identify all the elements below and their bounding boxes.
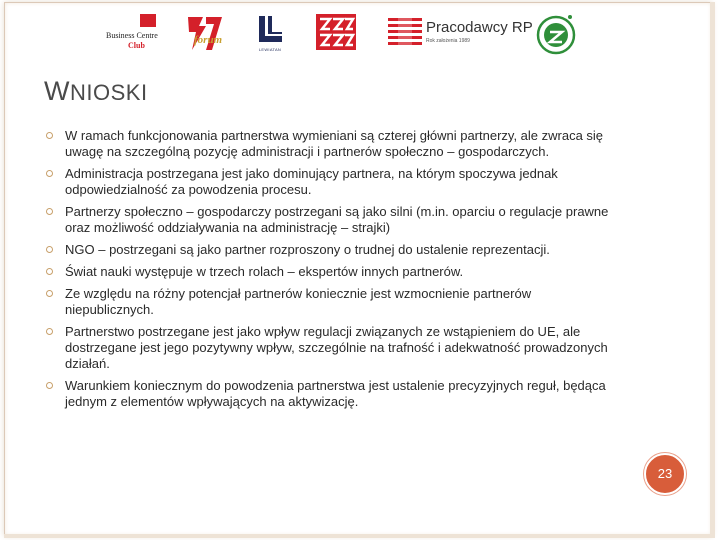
bullet-item: Warunkiem koniecznym do powodzenia partnerstwa jest ustalenie precyzyjnych reguł, będąca jednym z elementów wpływających na aktywizację.	[44, 378, 614, 410]
bullet-item: Partnerzy społeczno – gospodarczy postrzegani są jako silni (m.in. oparciu o regulacje prawne oraz możliwość oddziaływania na administrację – strajki)	[44, 204, 614, 236]
bullet-item: W ramach funkcjonowania partnerstwa wymieniani są czterej główni partnerzy, ale zwraca się uwagę na szczególną pozycję administracji i partnerów społeczno – gospodarczych.	[44, 128, 614, 160]
logo-strip	[0, 10, 720, 58]
forum-mark-icon	[186, 14, 224, 52]
bullet-item: Partnerstwo postrzegane jest jako wpływ regulacji związanych ze wstąpieniem do UE, ale dostrzegane jest jego pozytywny wpływ, szczególnie na trafność i adekwatność prowadzonych działań.	[44, 324, 614, 372]
lewiatan-mark-icon	[254, 14, 286, 46]
title-rest: NIOSKI	[69, 80, 148, 105]
green-seal-icon	[536, 12, 576, 56]
lewiatan-logo	[254, 14, 286, 54]
forum-logo	[186, 14, 224, 52]
frame-shadow-bottom	[4, 534, 715, 538]
green-seal-logo	[536, 12, 576, 56]
bullet-item: NGO – postrzegani są jako partner rozproszony o trudnej do ustalenie reprezentacji.	[44, 242, 614, 258]
pracodawcy-name: Pracodawcy RP	[426, 19, 533, 36]
bullet-list	[44, 128, 614, 410]
bullet-item: Administracja postrzegana jest jako dominujący partnera, na którym spoczywa jednak odpowiedzialność za powodzenia procesu.	[44, 166, 614, 198]
bcc-line2: Club	[128, 41, 145, 50]
bcc-line1: Business Centre	[106, 31, 158, 40]
forum-text: forum	[194, 34, 223, 46]
bullet-item: Ze względu na różny potencjał partnerów koniecznie jest wzmocnienie partnerów niepublicznych.	[44, 286, 614, 318]
bcc-red-block	[140, 14, 156, 27]
frame-shadow-right	[710, 2, 715, 536]
bullet-item: Świat nauki występuje w trzech rolach – ekspertów innych partnerów.	[44, 264, 614, 280]
title-initial: W	[44, 76, 70, 106]
pracodawcy-sub: Rok założenia 1989	[426, 38, 470, 44]
lewiatan-text: LEWIATAN	[258, 47, 282, 52]
red-pattern-logo	[316, 14, 356, 50]
bcc-logo	[106, 14, 170, 50]
page-number-badge: 23	[644, 453, 686, 495]
slide-title	[44, 76, 148, 107]
pracodawcy-stripes-icon	[388, 16, 422, 48]
pracodawcy-rp-logo	[388, 16, 533, 50]
zzz-mark-icon	[316, 14, 356, 50]
